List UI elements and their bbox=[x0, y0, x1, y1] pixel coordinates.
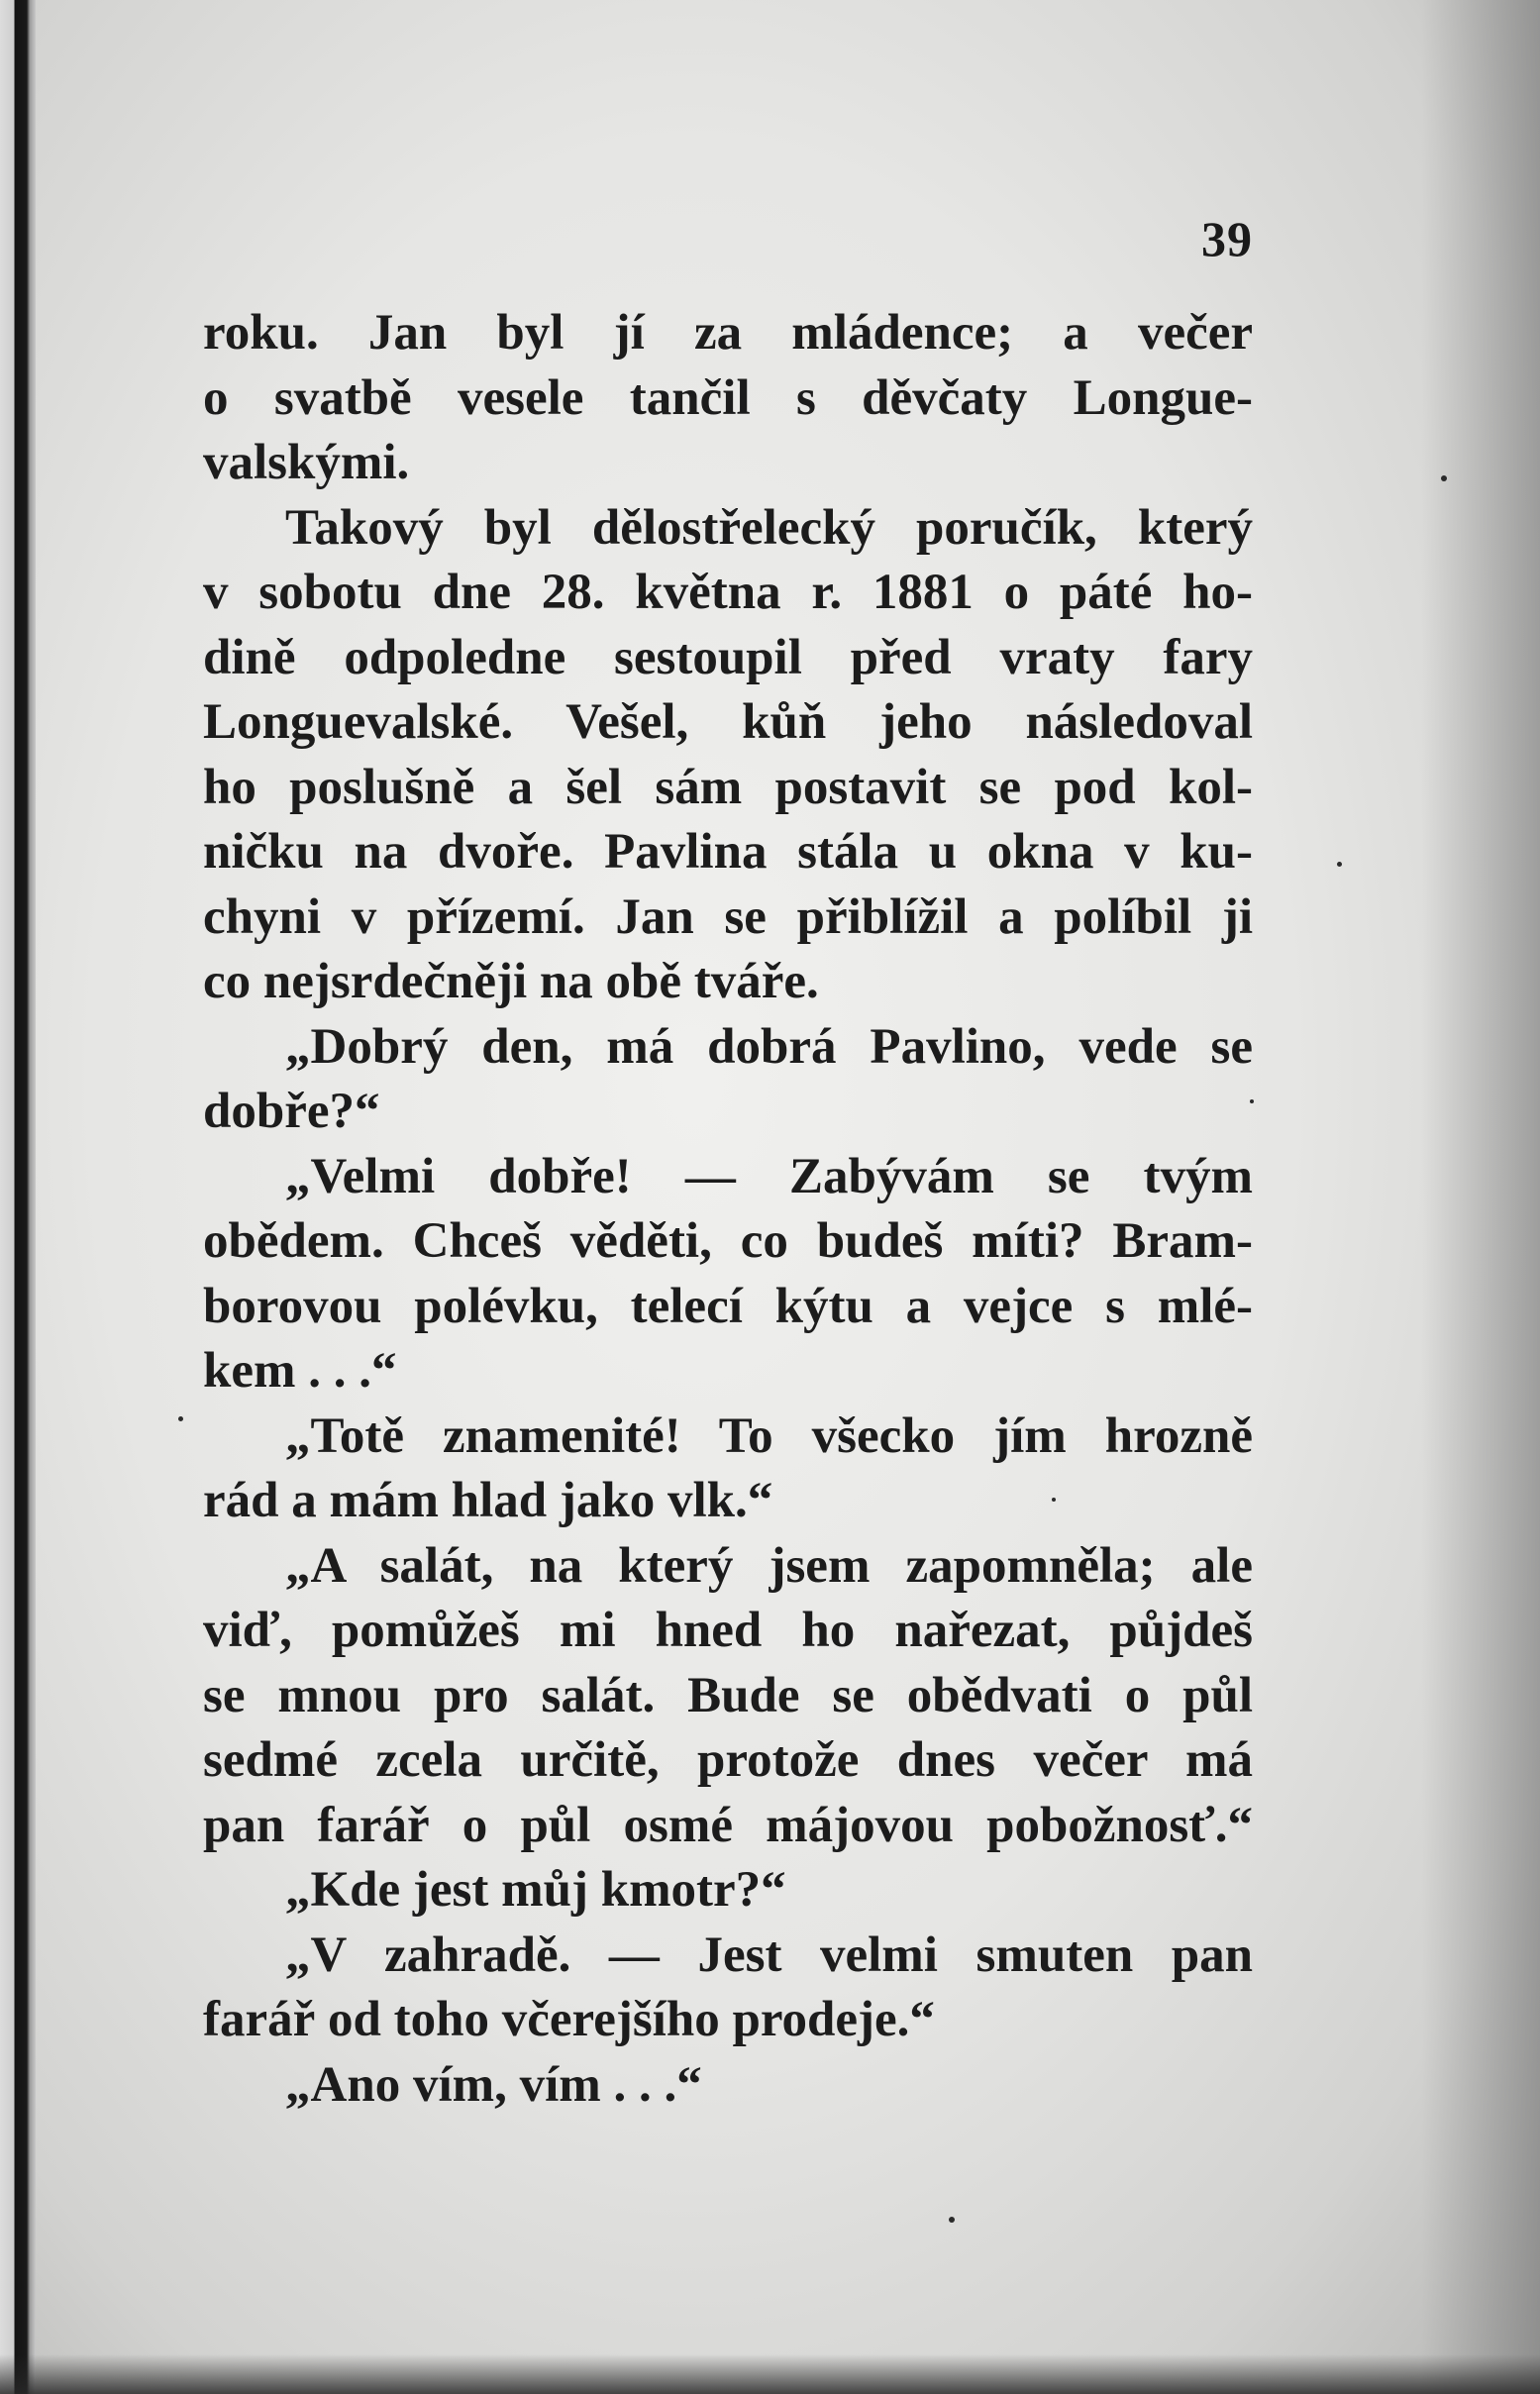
book-spine-edge bbox=[0, 0, 36, 2394]
print-speck bbox=[1337, 862, 1342, 867]
text-line: viď, pomůžeš mi hned ho nařezat, půjdeš bbox=[203, 1603, 1253, 1658]
print-speck bbox=[1441, 475, 1447, 481]
text-line: chyni v přízemí. Jan se přiblížil a políbil ji bbox=[203, 888, 1253, 945]
text-line: v sobotu dne 28. května r. 1881 o páté ho- bbox=[203, 565, 1253, 620]
text-line: Takový byl dělostřelecký poručík, který bbox=[285, 499, 1253, 556]
text-line: obědem. Chceš věděti, co budeš míti? Bram- bbox=[203, 1213, 1253, 1269]
text-line: dobře?“ bbox=[203, 1084, 380, 1139]
page-edge-shadow bbox=[1421, 0, 1540, 2394]
text-line: „Dobrý den, má dobrá Pavlino, vede se bbox=[285, 1018, 1253, 1075]
text-line: sedmé zcela určitě, protože dnes večer má bbox=[203, 1732, 1253, 1788]
print-speck bbox=[178, 1416, 183, 1421]
text-line: „Totě znamenité! To všecko jím hrozně bbox=[285, 1407, 1253, 1464]
text-line: Longuevalské. Vešel, kůň jeho následoval bbox=[203, 694, 1253, 750]
print-speck bbox=[949, 2217, 955, 2223]
text-line: „Ano vím, vím . . .“ bbox=[285, 2056, 702, 2113]
text-line: „Kde jest můj kmotr?“ bbox=[285, 1862, 786, 1918]
text-line: valskými. bbox=[203, 435, 410, 490]
text-line: se mnou pro salát. Bude se obědvati o půl bbox=[203, 1667, 1253, 1723]
text-line: kem . . .“ bbox=[203, 1343, 397, 1399]
text-line: co nejsrdečněji na obě tváře. bbox=[203, 954, 819, 1009]
text-line: o svatbě vesele tančil s děvčaty Longue- bbox=[203, 369, 1253, 426]
text-line: rád a mám hlad jako vlk.“ bbox=[203, 1473, 773, 1528]
text-line: „V zahradě. — Jest velmi smuten pan bbox=[285, 1926, 1253, 1983]
text-line: „A salát, na který jsem zapomněla; ale bbox=[285, 1537, 1253, 1594]
text-line: borovou polévku, telecí kýtu a vejce s mlé- bbox=[203, 1278, 1253, 1334]
text-line: farář od toho včerejšího prodeje.“ bbox=[203, 1992, 935, 2047]
page-number: 39 bbox=[1201, 211, 1253, 266]
print-speck bbox=[1250, 1099, 1254, 1103]
text-line: roku. Jan byl jí za mládence; a večer bbox=[203, 305, 1253, 361]
text-line: ho poslušně a šel sám postavit se pod kol- bbox=[203, 759, 1253, 815]
text-line: „Velmi dobře! — Zabývám se tvým bbox=[285, 1148, 1253, 1204]
page-bottom-shadow bbox=[0, 2354, 1540, 2394]
text-line: dině odpoledne sestoupil před vraty fary bbox=[203, 629, 1253, 685]
body-text bbox=[203, 301, 1253, 2118]
text-line: pan farář o půl osmé májovou pobožnosť.“ bbox=[203, 1797, 1253, 1853]
print-speck bbox=[1052, 1498, 1056, 1502]
text-line: ničku na dvoře. Pavlina stála u okna v ku- bbox=[203, 824, 1253, 880]
